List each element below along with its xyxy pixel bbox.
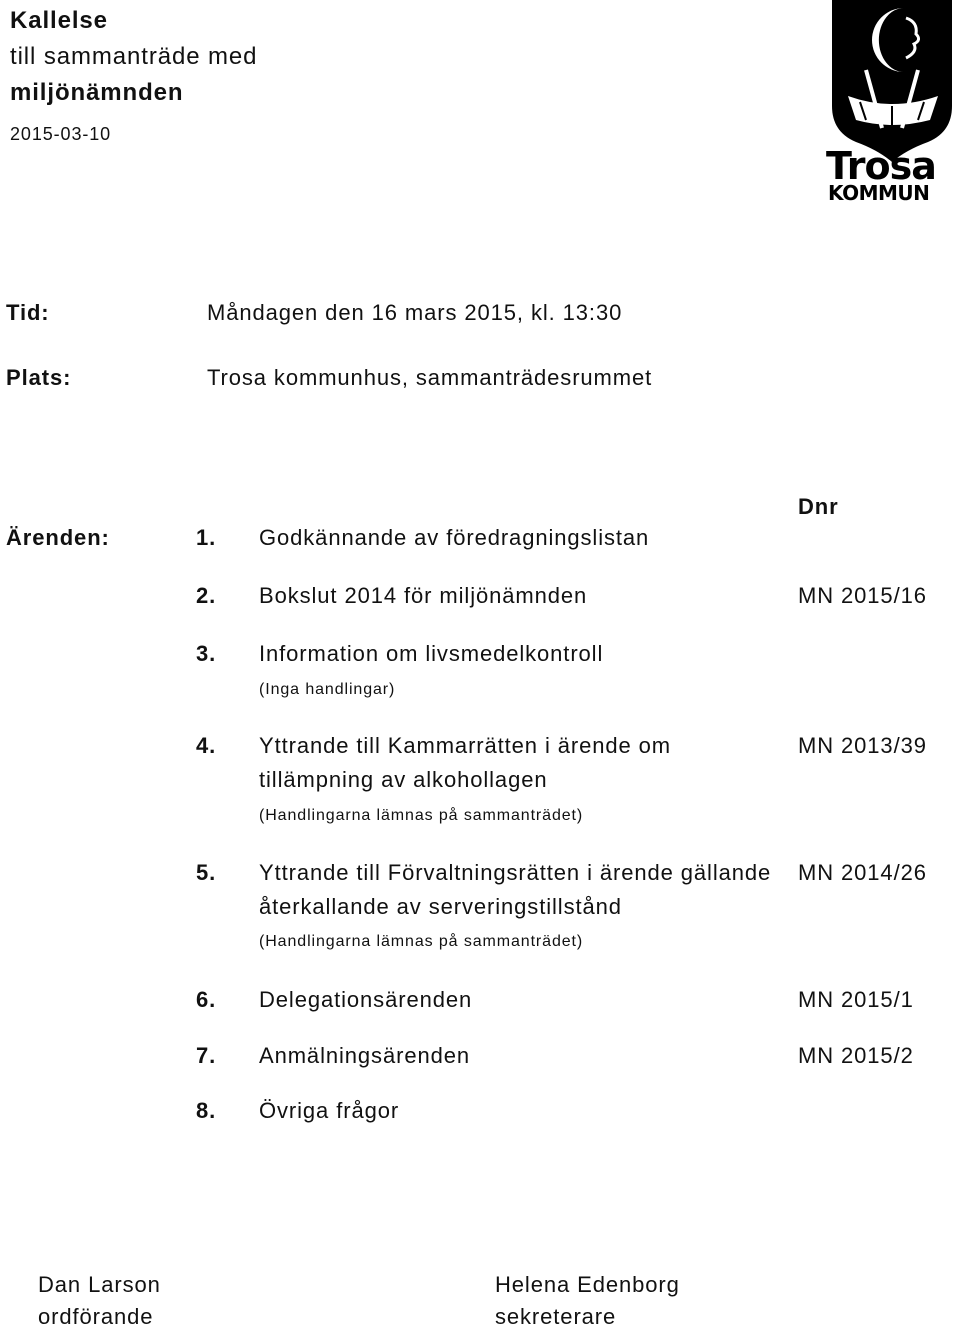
- agenda-item-number: 5.: [196, 860, 217, 885]
- agenda-item-number: 3.: [196, 641, 217, 666]
- agenda-item-dnr: MN 2015/2: [798, 1043, 914, 1068]
- agenda-item-text: Information om livsmedelkontroll: [259, 641, 604, 666]
- document-date: 2015-03-10: [10, 124, 112, 144]
- agenda-item-text: Anmälningsärenden: [259, 1043, 470, 1068]
- agenda-item-note: (Inga handlingar): [259, 681, 396, 698]
- document-title: Kallelse: [10, 7, 108, 34]
- agenda-item-note: (Handlingarna lämnas på sammanträdet): [259, 933, 584, 950]
- agenda-item-text: Bokslut 2014 för miljönämnden: [259, 583, 588, 608]
- committee-name: miljönämnden: [10, 79, 184, 106]
- agenda-item-dnr: MN 2015/16: [798, 583, 927, 608]
- agenda-item-dnr: MN 2014/26: [798, 860, 927, 885]
- dnr-column-header: Dnr: [798, 494, 839, 519]
- logo-subtext: KOMMUN: [828, 181, 930, 205]
- signature-left-role: ordförande: [38, 1304, 154, 1329]
- agenda-item-dnr: MN 2013/39: [798, 733, 927, 758]
- logo-wordmark: Trosa: [826, 144, 936, 188]
- time-label: Tid:: [6, 300, 50, 325]
- trosa-kommun-logo: [826, 0, 958, 206]
- agenda-item-number: 6.: [196, 987, 217, 1012]
- agenda-item-text: Övriga frågor: [259, 1098, 400, 1123]
- agenda-item-text: Godkännande av föredragningslistan: [259, 525, 650, 550]
- agenda-item-note: (Handlingarna lämnas på sammanträdet): [259, 807, 584, 824]
- agenda-item-number: 4.: [196, 733, 217, 758]
- document-subtitle: till sammanträde med: [10, 43, 258, 70]
- agenda-item-text: Delegationsärenden: [259, 987, 473, 1012]
- signature-right-name: Helena Edenborg: [495, 1272, 680, 1297]
- agenda-item-number: 7.: [196, 1043, 217, 1068]
- agenda-item-text: Yttrande till Förvaltningsrätten i ärende gällande återkallande av serveringstillstånd: [259, 860, 772, 919]
- agenda-item-dnr: MN 2015/1: [798, 987, 914, 1012]
- place-label: Plats:: [6, 365, 72, 390]
- agenda-item-number: 1.: [196, 525, 217, 550]
- signature-left-name: Dan Larson: [38, 1272, 161, 1297]
- place-value: Trosa kommunhus, sammanträdesrummet: [207, 365, 653, 390]
- signature-right-role: sekreterare: [495, 1304, 617, 1329]
- agenda-item-number: 2.: [196, 583, 217, 608]
- agenda-label: Ärenden:: [6, 525, 110, 550]
- agenda-item-text: Yttrande till Kammarrätten i ärende om tillämpning av alkohollagen: [259, 733, 672, 792]
- agenda-item-number: 8.: [196, 1098, 217, 1123]
- time-value: Måndagen den 16 mars 2015, kl. 13:30: [207, 300, 623, 325]
